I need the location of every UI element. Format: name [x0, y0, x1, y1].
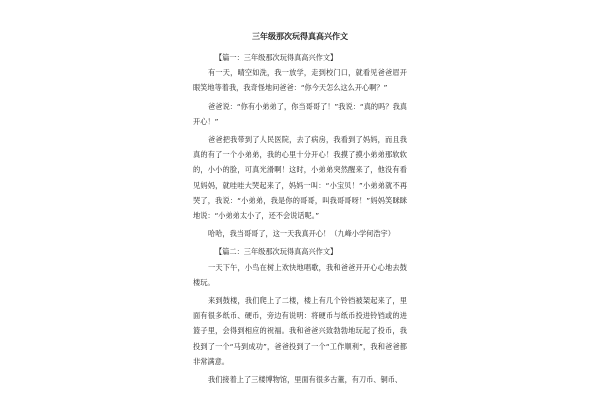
paragraph: 我们接着上了三楼博物馆，里面有很多古董，有刀币、铜币、	[208, 375, 403, 385]
paragraph: 有一天，晴空如洗，我一放学，走到校门口，就看见爸爸眉开眼笑地等着我，我奇怪地问爸爸：“你今天怎么这么开心啊？”	[193, 68, 407, 93]
paragraph: 来到鼓楼，我们爬上了二楼，楼上有几个铃铛被架起来了，里面有很多纸币、硬币，旁边有说明：将硬币与纸币投进铃铛或的进篮子里，会得到相应的祝福。我和爸爸兴致勃勃地玩起了投币，我投到了一个“马到成功”，爸爸投到了一个“工作顺利”，我和爸爸都非常满意。	[193, 296, 407, 366]
section-heading: 【篇二：三年级那次玩得真高兴作文】	[215, 247, 338, 257]
essay-page	[193, 30, 407, 390]
paragraph: 一天下午，小鸟在树上欢快地唱歌，我和爸爸开开心心地去鼓楼玩。	[193, 262, 407, 287]
paragraph: 爸爸说：“你有小弟弟了，你当哥哥了！”我说：“真的吗？我真开心！”	[193, 101, 407, 126]
section-2	[193, 244, 407, 387]
section-1	[193, 50, 407, 241]
document-title: 三年级那次玩得真高兴作文	[252, 32, 348, 41]
paragraph: 爸爸把我带到了人民医院，去了病房，我看到了妈妈，而且我真的有了一个小弟弟，我的心里十分开心！我摸了摸小弟弟那软软的，小小的脸，可真光滑啊！这时，小弟弟突然醒来了，他没有看见妈妈，就哇哇大哭起来了，妈妈一叫：“小宝贝！”小弟弟就不再哭了，我说：“小弟弟，我是你的哥哥，叫我哥哥呀！”妈妈笑眯眯地说：“小弟弟太小了，还不会说话呢。”	[193, 135, 407, 221]
paragraph: 哈哈，我当哥哥了，这一天我真开心！（九峰小学何浩宇）	[208, 229, 395, 239]
section-heading: 【篇一：三年级那次玩得真高兴作文】	[215, 53, 338, 62]
